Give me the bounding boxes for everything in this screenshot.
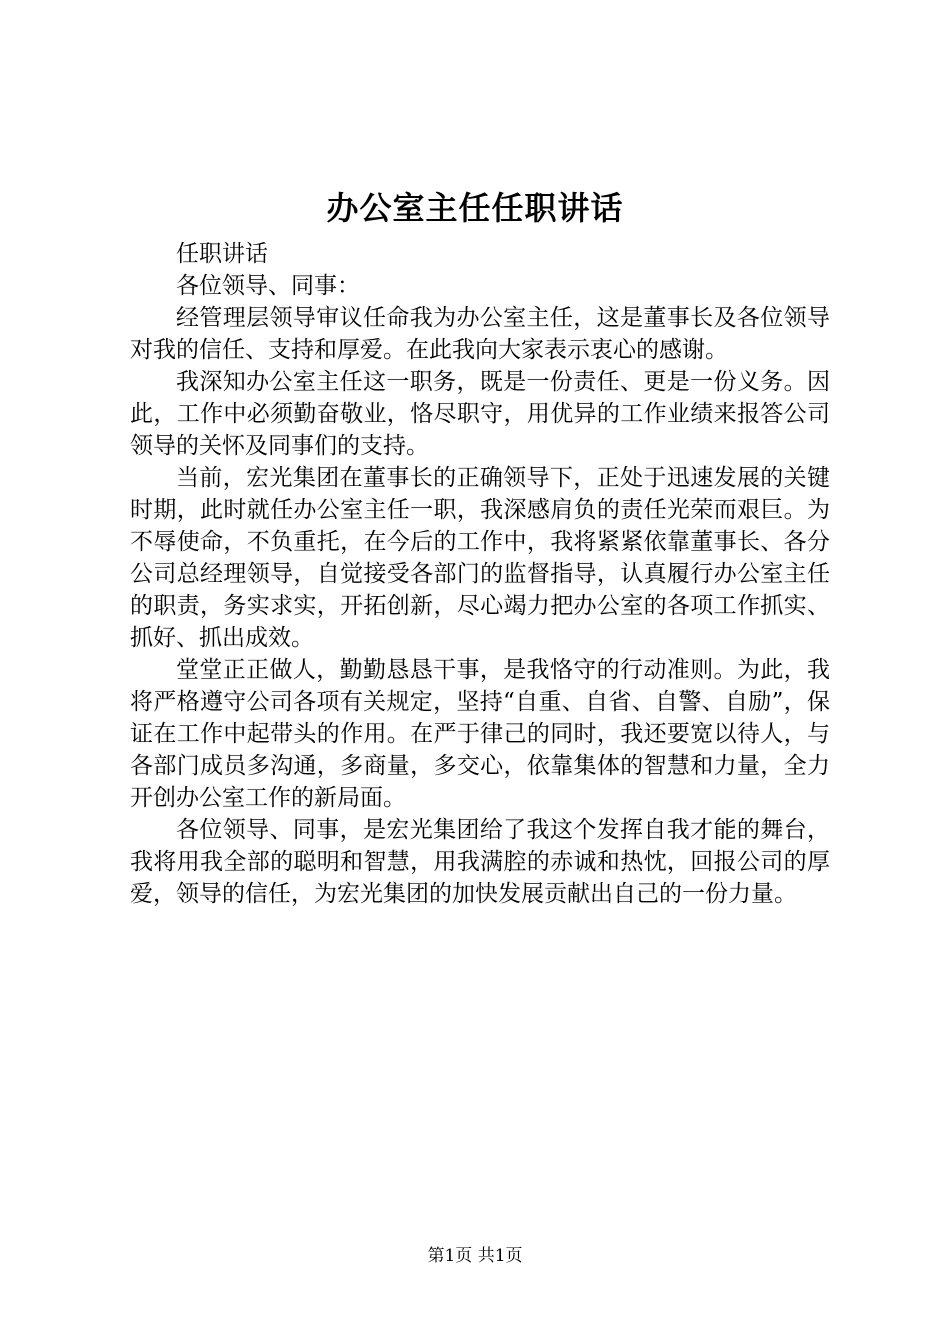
paragraph: 我深知办公室主任这一职务，既是一份责任、更是一份义务。因此，工作中必须勤奋敬业，恪尽职守，用优异的工作业绩来报答公司领导的关怀及同事们的支持。 xyxy=(130,369,830,459)
paragraph: 各位领导、同事，是宏光集团给了我这个发挥自我才能的舞台，我将用我全部的聪明和智慧，用我满腔的赤诚和热忱，回报公司的厚爱，领导的信任，为宏光集团的加快发展贡献出自己的一份力量。 xyxy=(130,817,830,907)
paragraph: 经管理层领导审议任命我为办公室主任，这是董事长及各位领导对我的信任、支持和厚爱。在此我向大家表示衷心的感谢。 xyxy=(130,305,830,363)
paragraph: 堂堂正正做人，勤勤恳恳干事，是我恪守的行动准则。为此，我将严格遵守公司各项有关规定，坚持“自重、自省、自警、自励”，保证在工作中起带头的作用。在严于律己的同时，我还要宽以待人，与各部门成员多沟通，多商量，多交心，依靠集体的智慧和力量，全力开创办公室工作的新局面。 xyxy=(130,657,830,811)
document-body xyxy=(130,238,830,910)
paragraph: 当前，宏光集团在董事长的正确领导下，正处于迅速发展的关键时期，此时就任办公室主任一职，我深感肩负的责任光荣而艰巨。为不辱使命，不负重托，在今后的工作中，我将紧紧依靠董事长、各分公司总经理领导，自觉接受各部门的监督指导，认真履行办公室主任的职责，务实求实，开拓创新，尽心竭力把办公室的各项工作抓实、抓好、抓出成效。 xyxy=(130,465,830,651)
document-title: 办公室主任任职讲话 xyxy=(326,189,624,227)
paragraph-heading: 任职讲话 xyxy=(176,241,268,267)
paragraph-salutation: 各位领导、同事： xyxy=(176,273,360,299)
page-number-footer: 第1页 共1页 xyxy=(427,1246,523,1266)
